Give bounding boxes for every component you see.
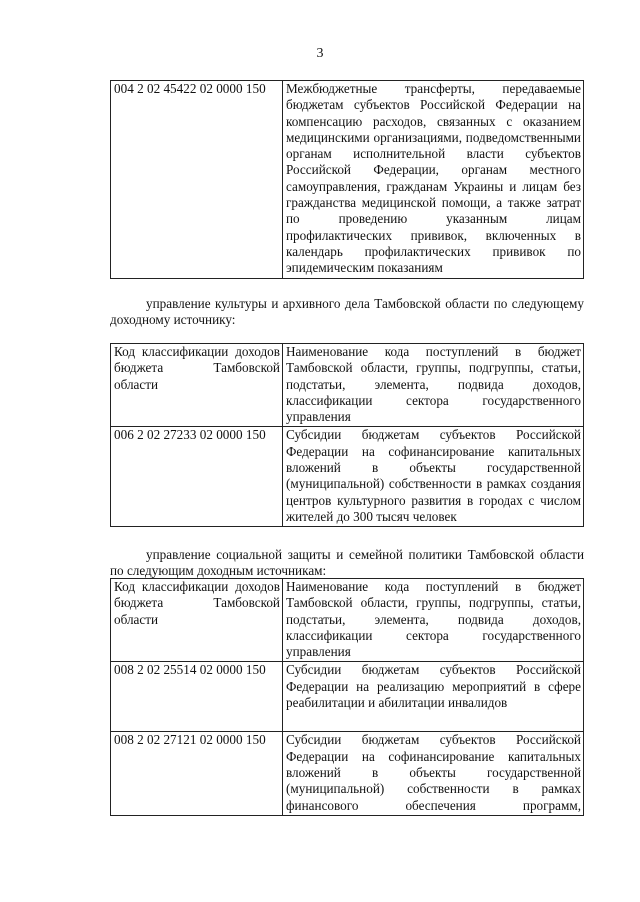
section-heading-social: управление социальной защиты и семейной политики Тамбовской области по следующим доходным источникам:: [110, 547, 584, 579]
revenue-name-cell: Субсидии бюджетам субъектов Российской Федерации на софинансирование капитальных вложений в объекты государственной (муниципальной) собственности в рамках финансового обеспечения программ,: [283, 732, 584, 815]
table-row: [111, 81, 584, 279]
header-name-cell: Наименование кода поступлений в бюджет Тамбовской области, группы, подгруппы, статьи, подстатьи, элемента, подвида доходов, классификации сектора государственного управления: [283, 344, 584, 427]
header-code-cell: Код классификации доходов бюджета Тамбовской области: [111, 344, 283, 427]
revenue-table-culture: [110, 343, 584, 527]
table-row: [111, 732, 584, 815]
revenue-table-health: [110, 80, 584, 279]
revenue-code-cell: 004 2 02 45422 02 0000 150: [111, 81, 283, 279]
table-row: [111, 427, 584, 527]
table-row: [111, 662, 584, 732]
table-header-row: [111, 579, 584, 662]
table-header-row: [111, 344, 584, 427]
revenue-name-cell: Субсидии бюджетам субъектов Российской Федерации на софинансирование капитальных вложений в объекты государственной (муниципальной) собственности в рамках создания центров культурного развития в городах с числом жителей до 300 тысяч человек: [283, 427, 584, 527]
revenue-name-cell: Субсидии бюджетам субъектов Российской Федерации на реализацию мероприятий в сфере реабилитации и абилитации инвалидов: [283, 662, 584, 732]
header-code-cell: Код классификации доходов бюджета Тамбовской области: [111, 579, 283, 662]
page-number: 3: [316, 46, 324, 61]
revenue-table-social: [110, 578, 584, 816]
header-name-cell: Наименование кода поступлений в бюджет Тамбовской области, группы, подгруппы, статьи, подстатьи, элемента, подвида доходов, классификации сектора государственного управления: [283, 579, 584, 662]
revenue-code-cell: 006 2 02 27233 02 0000 150: [111, 427, 283, 527]
section-heading-culture: управление культуры и архивного дела Тамбовской области по следующему доходному источнику:: [110, 296, 584, 328]
revenue-code-cell: 008 2 02 27121 02 0000 150: [111, 732, 283, 815]
revenue-code-cell: 008 2 02 25514 02 0000 150: [111, 662, 283, 732]
revenue-name-cell: Межбюджетные трансферты, передаваемые бюджетам субъектов Российской Федерации на компенсацию расходов, связанных с оказанием медицинскими организациями, подведомственными органам исполнительной власти субъектов Российской Федерации, органам местного самоуправления, гражданам Украины и лицам без гражданства медицинской помощи, а также затрат по проведению указанным лицам профилактических прививок, включенных в календарь профилактических прививок по эпидемическим показаниям: [283, 81, 584, 279]
